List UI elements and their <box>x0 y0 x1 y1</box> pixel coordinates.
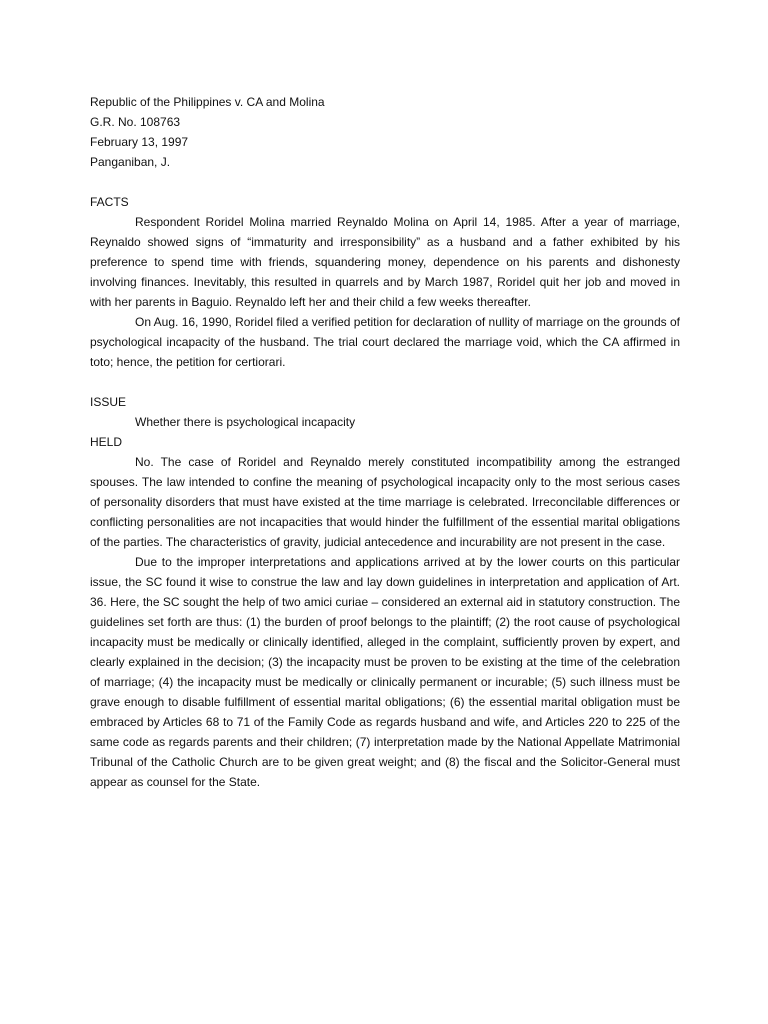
case-title: Republic of the Philippines v. CA and Molina <box>90 95 325 109</box>
case-digest-document <box>90 92 680 792</box>
facts-heading: FACTS <box>90 195 129 209</box>
held-paragraph-1: No. The case of Roridel and Reynaldo merely constituted incompatibility among the estranged spouses. The law intended to confine the meaning of psychological incapacity only to the most serious cases of personality disorders that must have existed at the time marriage is celebrated. Irreconcilable differences or conflicting personalities are not incapacities that would hinder the fulfillment of the essential marital obligations of the parties. The characteristics of gravity, judicial antecedence and incurability are not present in the case. <box>90 455 680 549</box>
facts-paragraph-2: On Aug. 16, 1990, Roridel filed a verified petition for declaration of nullity of marriage on the grounds of psychological incapacity of the husband. The trial court declared the marriage void, which the CA affirmed in toto; hence, the petition for certiorari. <box>90 315 680 369</box>
held-heading: HELD <box>90 435 123 449</box>
issue-text: Whether there is psychological incapacity <box>135 415 356 429</box>
spacer <box>90 172 680 192</box>
spacer <box>90 372 680 392</box>
ponente: Panganiban, J. <box>90 155 171 169</box>
gr-number: G.R. No. 108763 <box>90 115 181 129</box>
held-paragraph-2: Due to the improper interpretations and applications arrived at by the lower courts on this particular issue, the SC found it wise to construe the law and lay down guidelines in interpretation and application of Art. 36. Here, the SC sought the help of two amici curiae – considered an external aid in statutory construction. The guidelines set forth are thus: (1) the burden of proof belongs to the plaintiff; (2) the root cause of psychological incapacity must be medically or clinically identified, alleged in the complaint, sufficiently proven by expert, and clearly explained in the decision; (3) the incapacity must be proven to be existing at the time of the celebration of marriage; (4) the incapacity must be medically or clinically permanent or incurable; (5) such illness must be grave enough to disable fulfillment of essential marital obligations; (6) the essential marital obligation must be embraced by Articles 68 to 71 of the Family Code as regards husband and wife, and Articles 220 to 225 of the same code as regards parents and their children; (7) interpretation made by the National Appellate Matrimonial Tribunal of the Catholic Church are to be given great weight; and (8) the fiscal and the Solicitor-General must appear as counsel for the State. <box>90 555 680 789</box>
facts-paragraph-1: Respondent Roridel Molina married Reynaldo Molina on April 14, 1985. After a year of marriage, Reynaldo showed signs of “immaturity and irresponsibility” as a husband and a father exhibited by his preference to spend time with friends, squandering money, dependence on his parents and dishonesty involving finances. Inevitably, this resulted in quarrels and by March 1987, Roridel quit her job and moved in with her parents in Baguio. Reynaldo left her and their child a few weeks thereafter. <box>90 215 680 309</box>
issue-heading: ISSUE <box>90 395 127 409</box>
decision-date: February 13, 1997 <box>90 135 189 149</box>
